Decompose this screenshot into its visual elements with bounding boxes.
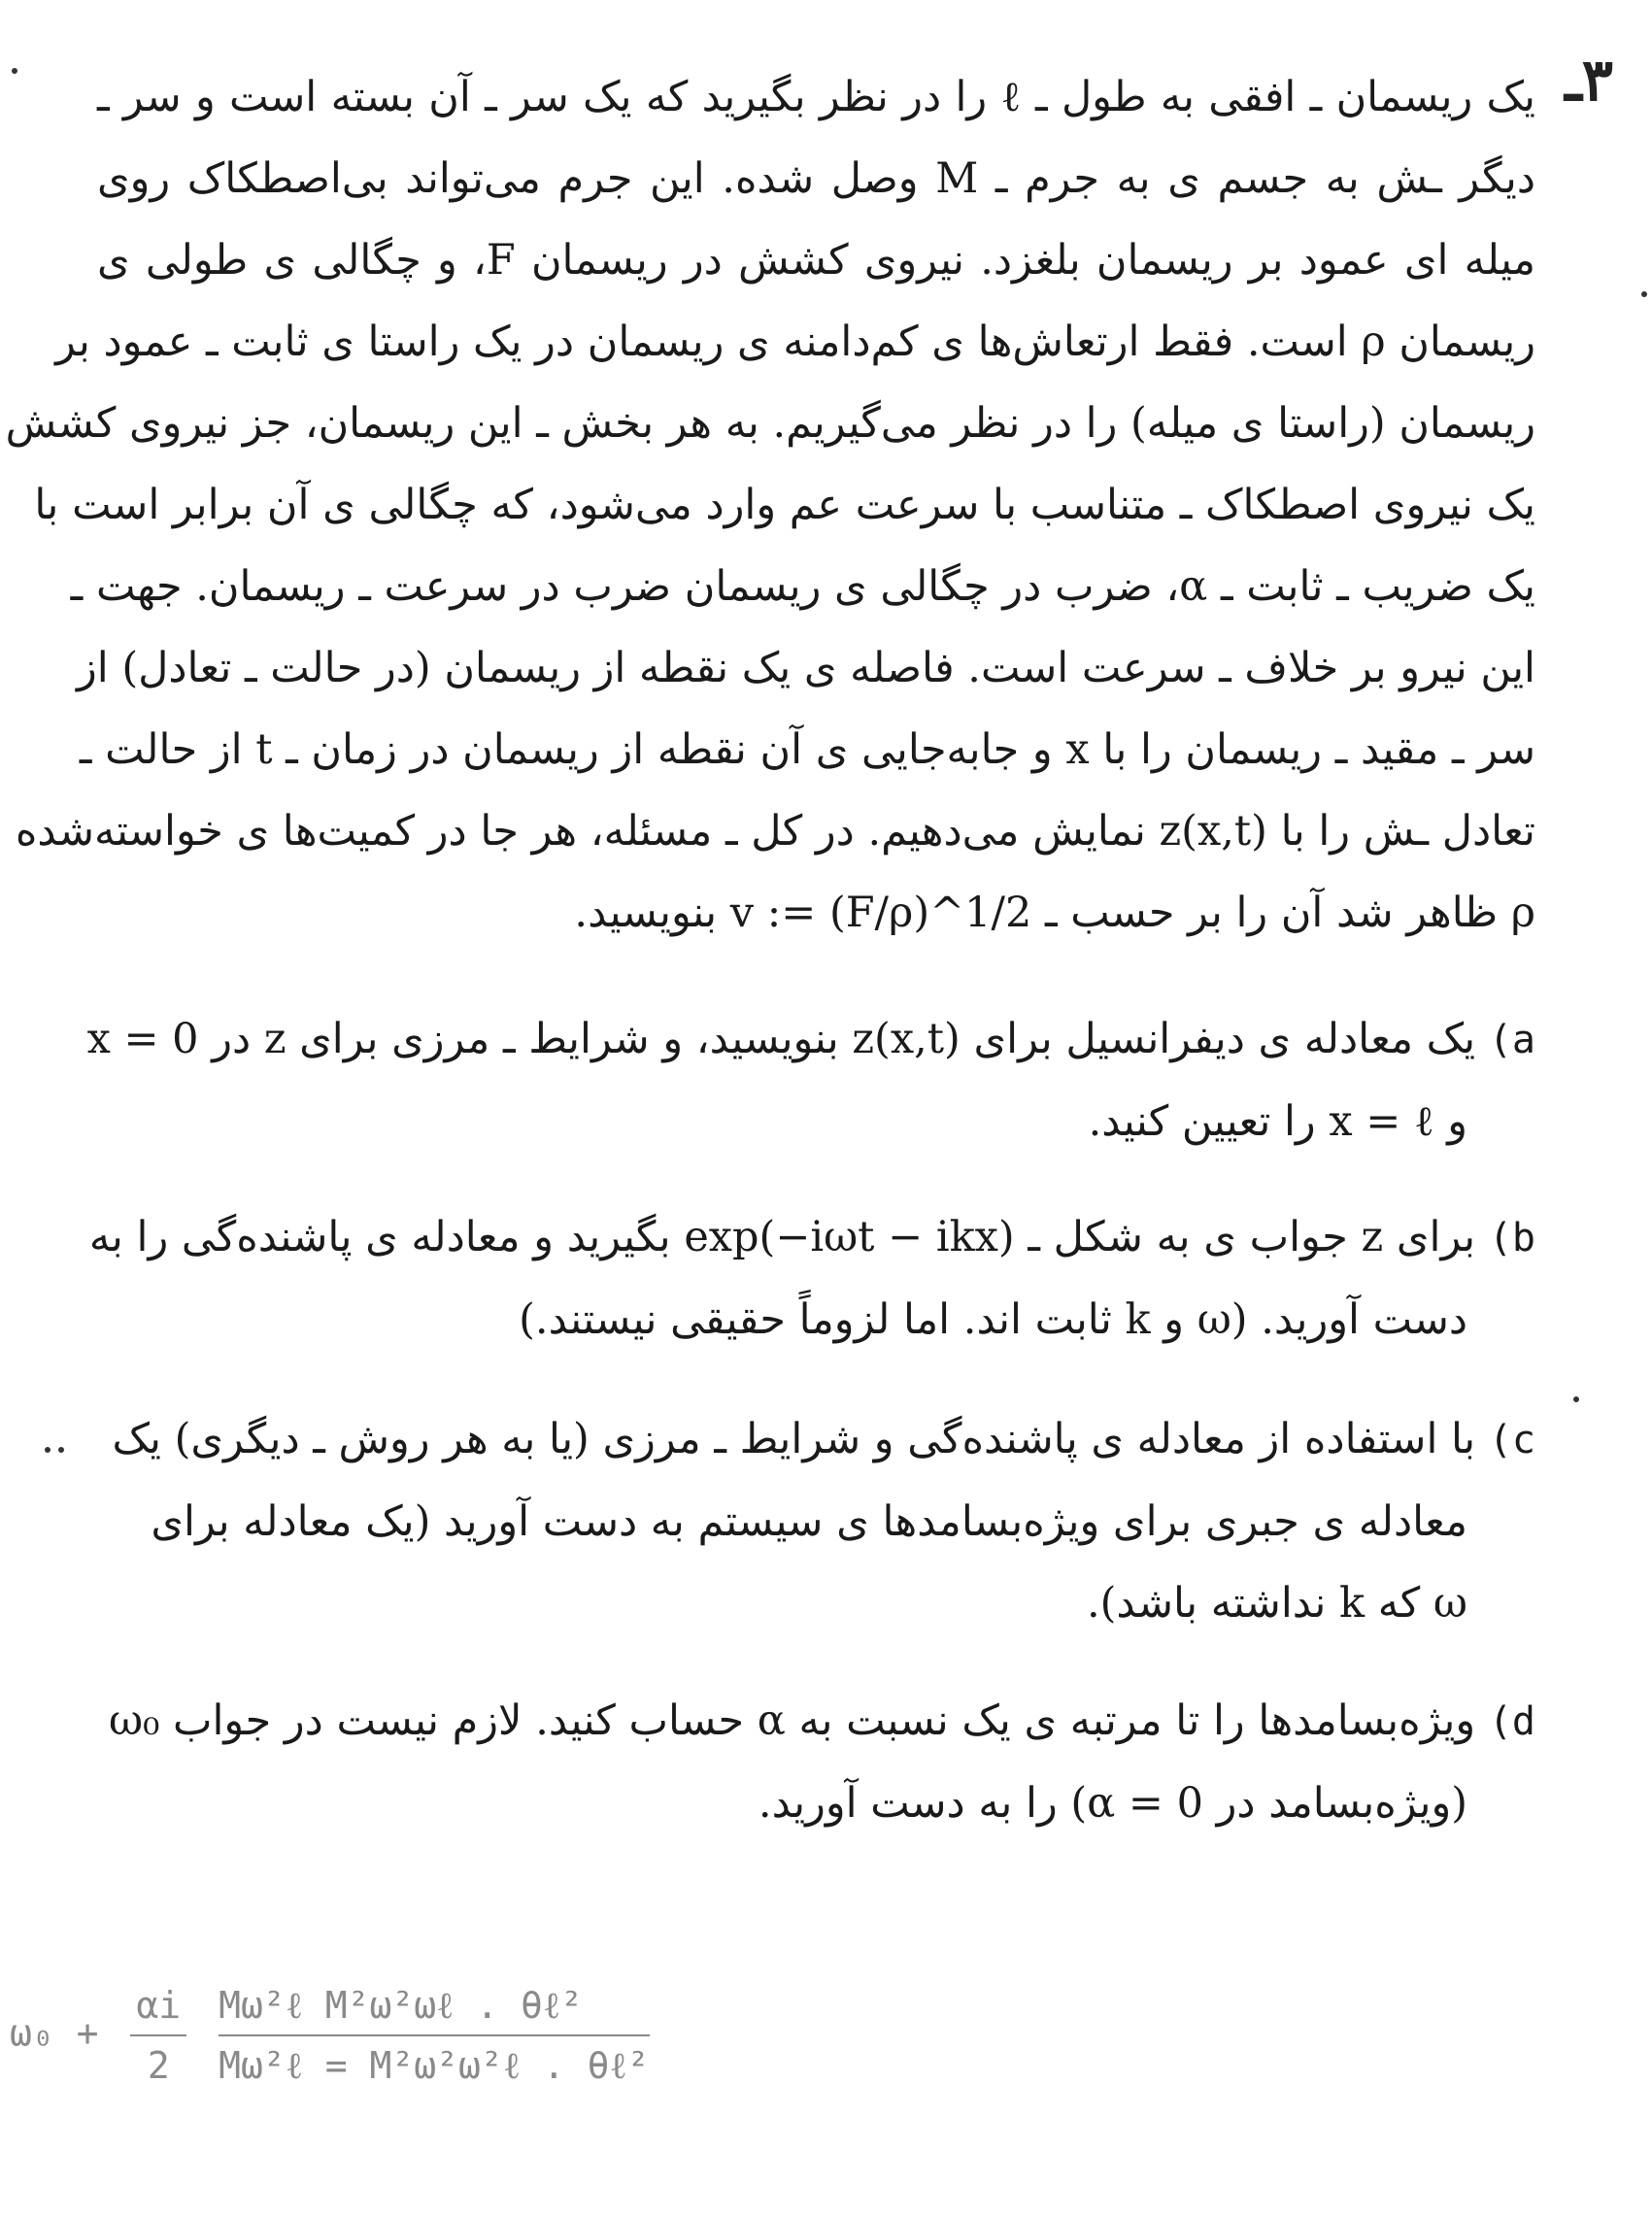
statement-line: دیگر ـش به جسم ی به جرم ـ M وصل شده. این جرم می‌تواند بی‌اصطکاک روی	[97, 154, 1536, 203]
part-label: a)	[1488, 1018, 1535, 1062]
hw-line-1: Mω²ℓ M²ω²ωℓ . θℓ²	[219, 1976, 650, 2036]
hw-expression	[219, 1976, 650, 2095]
part-line: معادله ی جبری برای ویژه‌بسامدها ی سیستم به دست آورید (یک معادله برای	[151, 1497, 1467, 1546]
part-label: c)	[1488, 1418, 1535, 1462]
part-line	[107, 1680, 1535, 1763]
part-label: b)	[1488, 1216, 1535, 1260]
scan-speck	[45, 1447, 51, 1453]
part-line: ω که k نداشته باشد).	[1086, 1579, 1467, 1628]
problem-statement	[5, 56, 1536, 954]
problem-number: ۳ـ	[1565, 47, 1613, 115]
statement-line: تعادل ـش را با z(x,t) نمایش می‌دهیم. در کل ـ مسئله، هر جا در کمیت‌ها ی خواسته‌شده	[15, 807, 1535, 856]
statement-line: یک ضریب ـ ثابت ـ α، ضرب در چگالی ی ریسمان ضرب در سرعت ـ ریسمان. جهت ـ	[70, 562, 1535, 611]
part-text: یک معادله ی دیفرانسیل برای z(x,t) بنویسید، و شرایط ـ مرزی برای z در x = 0	[86, 1015, 1476, 1063]
part-label: d)	[1488, 1699, 1535, 1744]
hw-fraction-numerator: αi	[130, 1976, 186, 2036]
scan-speck	[1573, 1396, 1579, 1402]
part-c	[107, 1398, 1535, 1644]
part-line	[88, 1196, 1535, 1279]
hw-line-2: Mω²ℓ = M²ω²ω²ℓ . θℓ²	[219, 2044, 650, 2087]
scan-speck	[12, 68, 17, 74]
part-line	[86, 998, 1535, 1081]
statement-line: ریسمان ρ است. فقط ارتعاش‌ها ی کم‌دامنه ی ریسمان در یک راستا ی ثابت ـ عمود بر	[55, 318, 1535, 366]
part-line: دست آورید. (ω و k ثابت اند. اما لزوماً حقیقی نیستند.)	[519, 1295, 1467, 1344]
hw-lhs: ω₀ +	[10, 2011, 99, 2055]
statement-line: میله ای عمود بر ریسمان بلغزد. نیروی کشش در ریسمان F، و چگالی ی طولی ی	[97, 236, 1535, 285]
statement-line: سر ـ مقید ـ ریسمان را با x و جابه‌جایی ی آن نقطه از ریسمان در زمان ـ t از حالت ـ	[79, 725, 1535, 774]
part-text: برای z جواب ی به شکل ـ exp(−iωt − ikx) بگیرید و معادله ی پاشنده‌گی را به	[88, 1213, 1476, 1261]
scan-speck	[58, 1447, 64, 1453]
part-text: با استفاده از معادله ی پاشنده‌گی و شرایط ـ مرزی (یا به هر روش ـ دیگری) یک	[112, 1415, 1476, 1463]
scan-speck	[1641, 291, 1647, 297]
part-a	[86, 998, 1535, 1162]
part-d	[107, 1680, 1535, 1844]
statement-line: ρ ظاهر شد آن را بر حسب ـ v := (F/ρ)^1/2 بنویسید.	[574, 889, 1535, 937]
part-text: ویژه‌بسامدها را تا مرتبه ی یک نسبت به α حساب کنید. لازم نیست در جواب ω₀	[109, 1696, 1476, 1745]
part-b	[88, 1196, 1535, 1360]
hw-fraction	[130, 1976, 186, 2095]
part-line: و x = ℓ را تعیین کنید.	[1088, 1097, 1467, 1146]
statement-line: یک نیروی اصطکاک ـ متناسب با سرعت عم وارد می‌شود، که چگالی ی آن برابر است با	[34, 481, 1535, 529]
part-line: (ویژه‌بسامد در α = 0) را به دست آورید.	[758, 1779, 1467, 1828]
statement-line: یک ریسمان ـ افقی به طول ـ ℓ را در نظر بگیرید که یک سر ـ آن بسته است و سر ـ	[97, 73, 1535, 121]
statement-line: این نیرو بر خلاف ـ سرعت است. فاصله ی یک نقطه از ریسمان (در حالت ـ تعادل) از	[77, 644, 1535, 692]
handwritten-notes	[10, 1976, 650, 2095]
statement-line: ریسمان (راستا ی میله) را در نظر می‌گیریم. به هر بخش ـ این ریسمان، جز نیروی کشش	[5, 399, 1535, 448]
part-line	[107, 1398, 1535, 1481]
hw-fraction-denominator: 2	[147, 2044, 170, 2087]
